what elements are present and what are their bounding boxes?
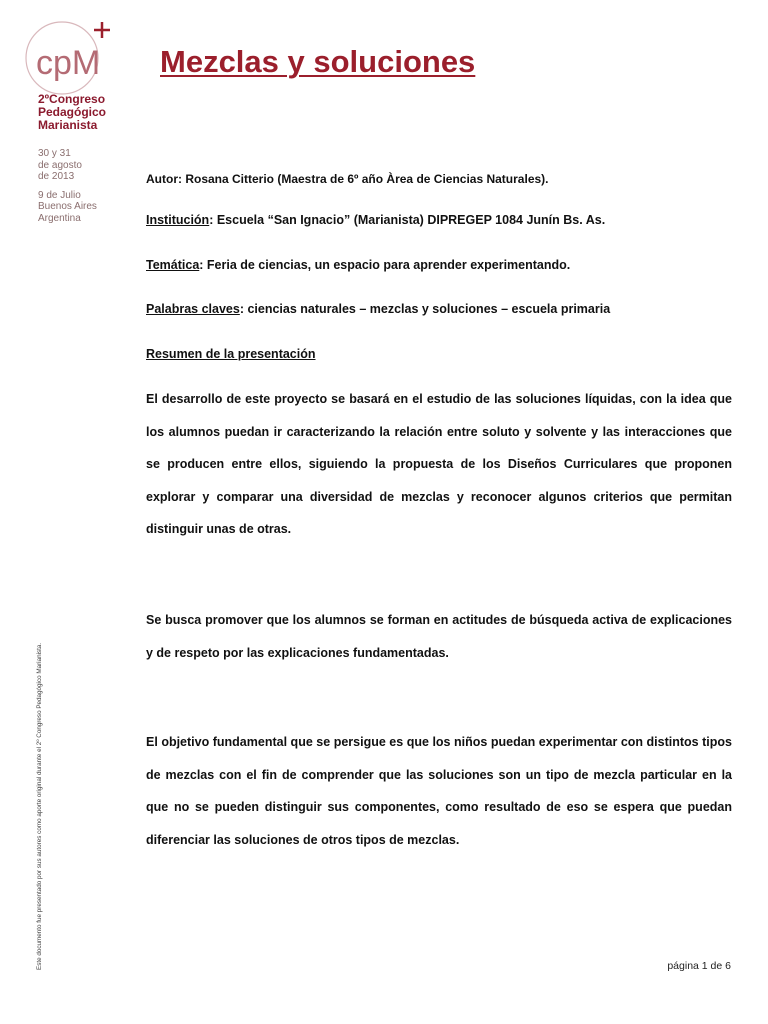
institution-label: Institución xyxy=(146,213,210,227)
keywords-label: Palabras claves xyxy=(146,302,240,316)
institution-value: : Escuela “San Ignacio” (Marianista) DIPREGEP 1084 Junín Bs. As. xyxy=(209,213,606,227)
vertical-note: Este documento fue presentado por sus autores como aporte original durante el 2º Congreso Pedagógico Marianista. xyxy=(36,642,43,970)
topic-line xyxy=(146,258,570,272)
logo-text: cpM xyxy=(36,44,101,82)
congress-line-1: 2ºCongreso xyxy=(38,92,106,106)
event-date-line-1: 30 y 31 xyxy=(38,148,71,159)
congress-line-2: Pedagógico xyxy=(38,105,107,119)
event-place-line-3: Argentina xyxy=(38,212,81,224)
summary-paragraph-2: Se busca promover que los alumnos se forman en actitudes de búsqueda activa de explicaciones y de respeto por las explicaciones fundamentadas. xyxy=(146,613,732,660)
event-date-line-3: de 2013 xyxy=(38,171,75,182)
summary-paragraph-1: El desarrollo de este proyecto se basará en el estudio de las soluciones líquidas, con la idea que los alumnos puedan ir caracterizando la relación entre soluto y solvente y las interacciones que se producen entre ellos, siguiendo la propuesta de los Diseños Curriculares que proponen explorar y comparar una diversidad de mezclas y reconocer algunos criterios que permitan distinguir unas de otras. xyxy=(146,392,732,536)
topic-value: : Feria de ciencias, un espacio para aprender experimentando. xyxy=(199,258,571,272)
topic-label: Temática xyxy=(146,258,200,272)
event-info xyxy=(38,148,97,231)
summary-heading xyxy=(146,347,316,361)
summary-paragraph-3: El objetivo fundamental que se persigue es que los niños puedan experimentar con distintos tipos de mezclas con el fin de comprender que las soluciones son un tipo de mezcla particular en la que no se pueden distinguir sus componentes, como resultado de eso se espera que puedan diferenciar las soluciones de otros tipos de mezclas. xyxy=(146,735,732,847)
congress-line-3: Marianista xyxy=(38,118,98,132)
author-line: Autor: Rosana Citterio (Maestra de 6º año Àrea de Ciencias Naturales). xyxy=(146,172,549,186)
event-date-line-2: de agosto xyxy=(38,159,82,171)
summary-heading-text: Resumen de la presentación xyxy=(146,347,316,361)
keywords-line xyxy=(146,302,610,316)
event-place-line-1: 9 de Julio xyxy=(38,189,81,201)
institution-line xyxy=(146,213,605,227)
document-title: Mezclas y soluciones xyxy=(160,44,476,79)
cpm-logo-icon xyxy=(22,16,122,96)
congress-name xyxy=(38,93,106,132)
keywords-value: : ciencias naturales – mezclas y soluciones – escuela primaria xyxy=(239,302,611,316)
event-place-line-2: Buenos Aires xyxy=(38,201,97,212)
page-number: página 1 de 6 xyxy=(667,960,731,972)
